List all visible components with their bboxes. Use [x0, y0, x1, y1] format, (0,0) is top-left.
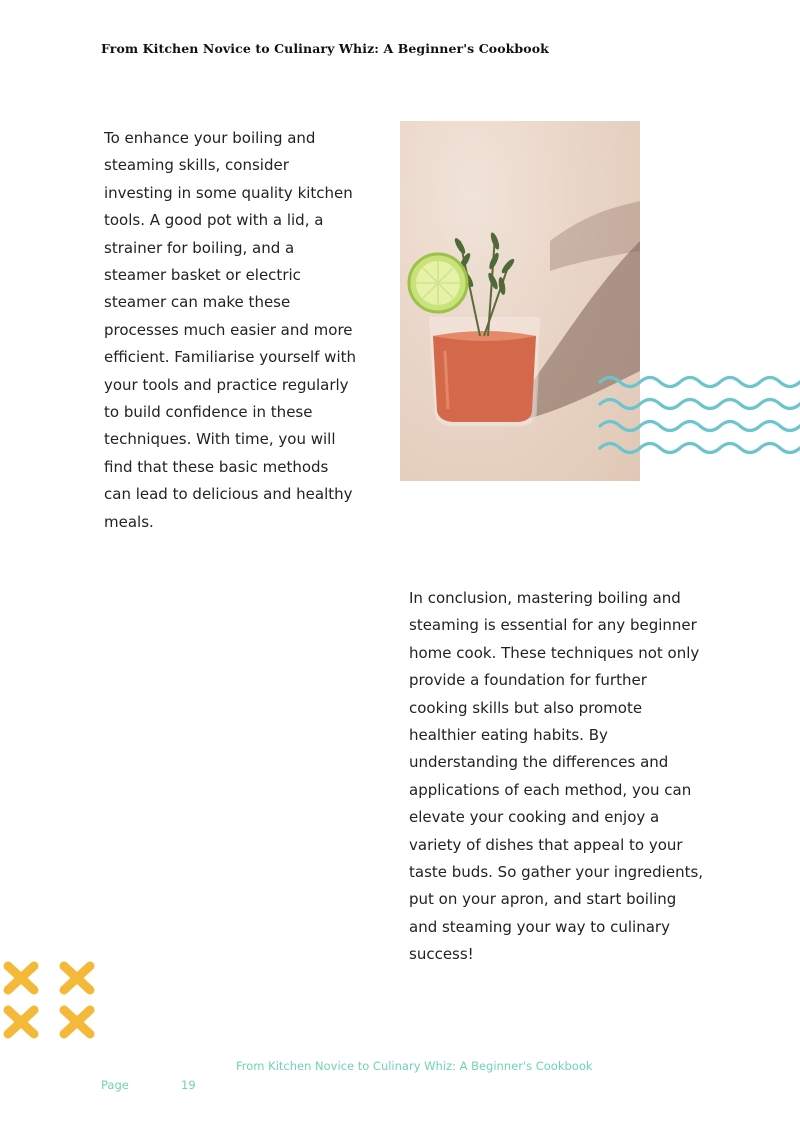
- footer-book-title: From Kitchen Novice to Culinary Whiz: A Beginner's Cookbook: [236, 1059, 593, 1073]
- cross-marks-decoration: [0, 956, 100, 1046]
- footer-page-label: Page: [101, 1078, 129, 1092]
- body-paragraph-tools: To enhance your boiling and steaming skills, consider investing in some quality kitchen tools. A good pot with a lid, a strainer for boiling, and a steamer basket or electric steamer can make these processes much easier and more efficient. Familiarise yourself with your tools and practice regularly to build confidence in these techniques. With time, you will find that these basic methods can lead to delicious and healthy meals.: [104, 129, 357, 531]
- footer-page-number: 19: [181, 1078, 196, 1092]
- wavy-lines-decoration: [598, 372, 800, 456]
- body-paragraph-conclusion: In conclusion, mastering boiling and steaming is essential for any beginner home cook. These techniques not only provide a foundation for further cooking skills but also promote healthier eating habits. By understanding the differences and applications of each method, you can elevate your cooking and enjoy a variety of dishes that appeal to your taste buds. So gather your ingredients, put on your apron, and start boiling and steaming your way to culinary success!: [409, 589, 704, 964]
- running-header-title: From Kitchen Novice to Culinary Whiz: A Beginner's Cookbook: [101, 41, 549, 56]
